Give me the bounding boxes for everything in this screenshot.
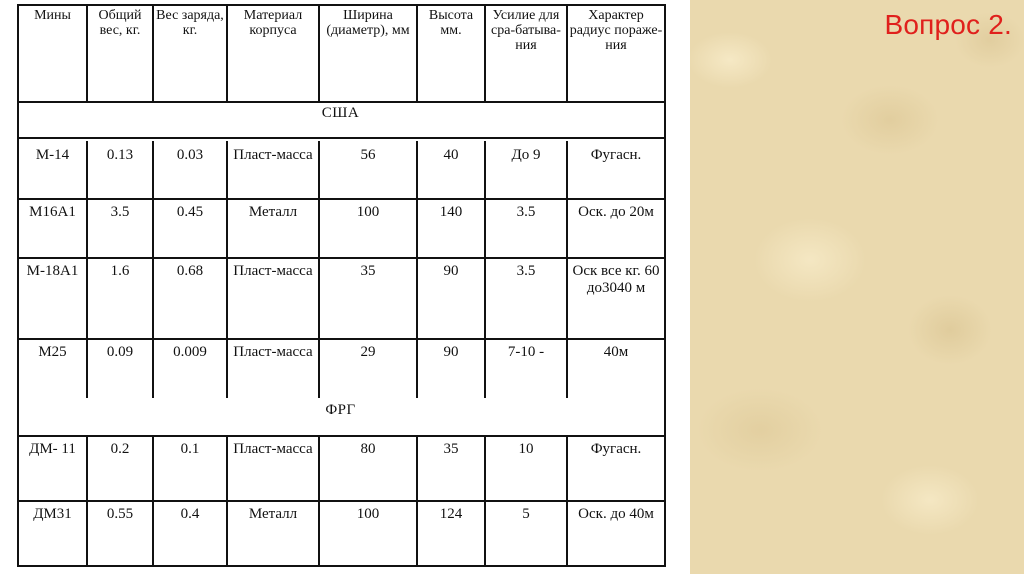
column-divider [226, 198, 228, 257]
section-title: США [321, 105, 360, 121]
column-divider [416, 141, 418, 198]
table-cell: М16А1 [29, 204, 76, 220]
header-cell: Материал корпуса [243, 8, 303, 38]
column-divider [484, 141, 486, 198]
column-divider [484, 257, 486, 338]
table-cell: 140 [439, 204, 463, 220]
table-border-bottom [17, 565, 664, 567]
table-cell: Оск все кг. 60 до3040 м [572, 263, 660, 296]
column-divider [566, 257, 568, 338]
column-divider [152, 338, 154, 398]
header-cell: Общий вес, кг. [98, 8, 142, 38]
table-cell: 80 [360, 441, 376, 457]
column-divider [416, 338, 418, 398]
table-cell: ДМ31 [33, 506, 72, 522]
column-divider [416, 198, 418, 257]
column-divider [416, 500, 418, 565]
column-divider [226, 257, 228, 338]
table-cell: 0.45 [176, 204, 204, 220]
table-cell: Пласт-масса [233, 344, 313, 360]
table-cell: 90 [443, 344, 459, 360]
column-divider [152, 435, 154, 500]
table-cell: 0.4 [180, 506, 200, 522]
column-divider [152, 257, 154, 338]
column-divider [566, 500, 568, 565]
header-cell: Ширина (диаметр), мм [326, 8, 410, 38]
header-cell: Высота мм. [428, 8, 474, 38]
column-divider [152, 198, 154, 257]
column-divider [152, 500, 154, 565]
table-cell: М-14 [35, 147, 70, 163]
table-cell: Металл [248, 204, 298, 220]
table-cell: Пласт-масса [233, 263, 313, 279]
table-cell: 40 [443, 147, 459, 163]
column-divider [416, 257, 418, 338]
column-divider [416, 435, 418, 500]
slide-title: Вопрос 2. [884, 9, 1012, 40]
table-cell: 29 [360, 344, 376, 360]
table-cell: До 9 [511, 147, 541, 163]
table-cell: 0.03 [176, 147, 204, 163]
table-cell: 5 [522, 506, 530, 522]
table-cell: Фугасн. [590, 147, 642, 163]
table-cell: Металл [248, 506, 298, 522]
header-cell: Мины [34, 8, 71, 23]
column-divider [226, 500, 228, 565]
column-divider [86, 257, 88, 338]
table-cell: 35 [360, 263, 376, 279]
table-cell: 10 [518, 441, 534, 457]
table-cell: 90 [443, 263, 459, 279]
column-divider [318, 500, 320, 565]
column-divider [484, 435, 486, 500]
column-divider [86, 500, 88, 565]
table-cell: 3.5 [516, 204, 536, 220]
header-cell: Усилие для сра-батыва-ния [491, 8, 561, 53]
table-border-right [664, 4, 666, 567]
column-divider [86, 338, 88, 398]
column-divider [566, 141, 568, 198]
table-cell: 35 [443, 441, 459, 457]
column-divider [86, 141, 88, 198]
table-cell: 0.55 [106, 506, 134, 522]
column-divider [318, 435, 320, 500]
table-cell: 0.1 [180, 441, 200, 457]
column-divider [86, 435, 88, 500]
table-cell: 3.5 [110, 204, 130, 220]
header-cell: Характер радиус пораже-ния [569, 8, 663, 53]
column-divider [86, 198, 88, 257]
table-cell: Пласт-масса [233, 147, 313, 163]
section-divider [17, 137, 664, 139]
table-cell: Пласт-масса [233, 441, 313, 457]
table-cell: 124 [439, 506, 463, 522]
column-divider [318, 198, 320, 257]
column-divider [226, 141, 228, 198]
table-cell: 0.68 [176, 263, 204, 279]
column-divider [566, 338, 568, 398]
column-divider [484, 198, 486, 257]
table-cell: Оск. до 20м [578, 204, 654, 220]
table-cell: 3.5 [516, 263, 536, 279]
column-divider [484, 338, 486, 398]
table-cell: 0.009 [173, 344, 207, 360]
column-divider [318, 141, 320, 198]
table-cell: Фугасн. [590, 441, 642, 457]
column-divider [566, 435, 568, 500]
table-cell: 0.09 [106, 344, 134, 360]
column-divider [484, 500, 486, 565]
table-cell: 7-10 - [507, 344, 545, 360]
header-cell: Вес заряда, кг. [156, 8, 224, 38]
table-cell: 100 [356, 506, 380, 522]
column-divider [318, 257, 320, 338]
table-cell: М25 [38, 344, 67, 360]
parchment-background [690, 0, 1024, 574]
table-cell: 1.6 [110, 263, 130, 279]
table-cell: 0.2 [110, 441, 130, 457]
table-cell: 100 [356, 204, 380, 220]
column-divider [226, 338, 228, 398]
column-divider [566, 198, 568, 257]
table-cell: М-18А1 [26, 263, 79, 279]
header-divider [17, 101, 664, 103]
column-divider [226, 435, 228, 500]
column-divider [152, 141, 154, 198]
table-cell: ДМ- 11 [29, 441, 76, 457]
table-cell: 0.13 [106, 147, 134, 163]
table-cell: 40м [603, 344, 629, 360]
table-cell: 56 [360, 147, 376, 163]
section-title: ФРГ [325, 402, 356, 418]
table-cell: Оск. до 40м [578, 506, 654, 522]
column-divider [318, 338, 320, 398]
